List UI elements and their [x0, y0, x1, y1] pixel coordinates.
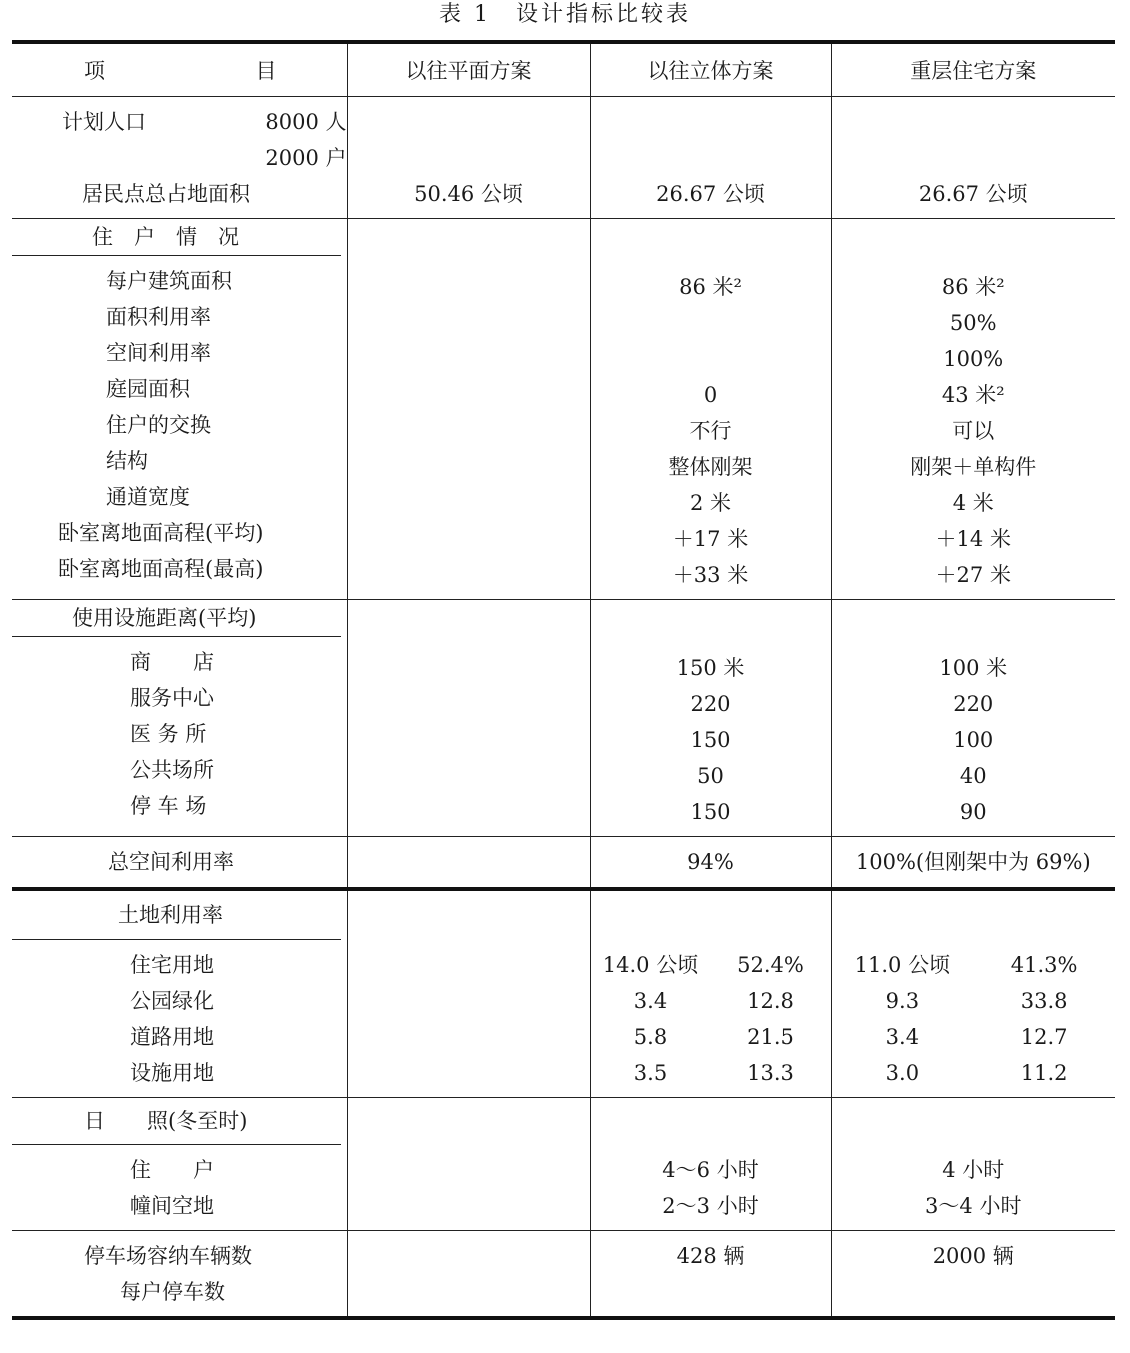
population-households: 2000 户: [265, 146, 347, 170]
parking-label: 停车场容纳车辆数: [84, 1244, 252, 1268]
list-item: 公共场所: [130, 758, 214, 782]
list-item: 商 店: [130, 650, 214, 674]
housing-title: 住 户 情 况: [92, 225, 239, 249]
list-item: 住宅用地: [130, 953, 214, 977]
header-col3: 以往立体方案: [590, 42, 831, 97]
list-item: 设施用地: [130, 1061, 214, 1085]
population-row: [12, 97, 1115, 219]
total-space-label: 总空间利用率: [108, 850, 234, 874]
header-row: [12, 42, 1115, 97]
list-item: 每户建筑面积: [106, 269, 232, 293]
list-item: 面积利用率: [106, 305, 211, 329]
population-label: 计划人口: [62, 110, 146, 134]
population-label-cell: [12, 97, 347, 219]
list-item: 公园绿化: [130, 989, 214, 1013]
list-item: 通道宽度: [106, 485, 190, 509]
sunlight-section: 日 照(冬至时) 住 户 幢间空地 4～6 小时 2～3 小时 4 小时 3～4 小时: [12, 1098, 1115, 1231]
housing-labels: [12, 255, 341, 593]
list-item: 道路用地: [130, 1025, 214, 1049]
header-col4: 重层住宅方案: [831, 42, 1115, 97]
population-people: 8000 人: [265, 110, 347, 134]
list-item: 服务中心: [130, 686, 214, 710]
land-area-label: 居民点总占地面积: [82, 182, 250, 206]
list-item: 住 户: [130, 1158, 214, 1182]
list-item: 卧室离地面高程(平均): [58, 521, 264, 545]
housing-section: 住 户 情 况 每户建筑面积 面积利用率 空间利用率 庭园面积 住户的交换 结构 通道宽度 卧室离地面高程(平均) 卧室离地面高程(最高) 86 米² 0 不行 整体刚架 2 米 ＋17 米 ＋33 米 86 米² 50% 100% 43 米² 可以 刚架＋单构件 4 米 ＋14 米 ＋27 米: [12, 219, 1115, 600]
list-item: 医 务 所: [130, 722, 207, 746]
parking-per-household-label: 每户停车数: [120, 1280, 225, 1304]
header-item: [12, 42, 347, 97]
land-use-title: 土地利用率: [118, 903, 223, 927]
area-col2: 50.46 公顷: [414, 182, 523, 206]
area-col4: 26.67 公顷: [918, 182, 1028, 206]
table-title: 表 1 设计指标比较表: [439, 2, 691, 27]
header-item-left: 项: [84, 59, 105, 83]
comparison-table: [12, 40, 1115, 1320]
list-item: 幢间空地: [130, 1194, 214, 1218]
header-item-right: 目: [255, 59, 277, 83]
header-col2: 以往平面方案: [347, 42, 590, 97]
list-item: 空间利用率: [106, 341, 211, 365]
facilities-title: 使用设施距离(平均): [72, 606, 257, 630]
list-item: 住户的交换: [106, 413, 211, 437]
sunlight-title: 日 照(冬至时): [84, 1109, 248, 1133]
list-item: 结构: [106, 449, 148, 473]
list-item: 庭园面积: [106, 377, 190, 401]
area-col3: 26.67 公顷: [656, 182, 765, 206]
parking-row: 停车场容纳车辆数 每户停车数 428 辆 2000 辆: [12, 1231, 1115, 1319]
total-space-row: 总空间利用率 94% 100%(但刚架中为 69%): [12, 837, 1115, 890]
list-item: 停 车 场: [130, 794, 207, 818]
facilities-section: 使用设施距离(平均) 商 店 服务中心 医 务 所 公共场所 停 车 场 150 米 220 150 50 150 100 米 220 100 40 90: [12, 600, 1115, 837]
land-use-section: 土地利用率 住宅用地 公园绿化 道路用地 设施用地 14.0 公顷 52.4% 3.4 12.8 5.8 21.5 3.5 13.3 11.0 公顷 41.3% 9.3 33.8 3.4 12.7 3.0 11.2: [12, 889, 1115, 1098]
list-item: 卧室离地面高程(最高): [58, 557, 264, 581]
